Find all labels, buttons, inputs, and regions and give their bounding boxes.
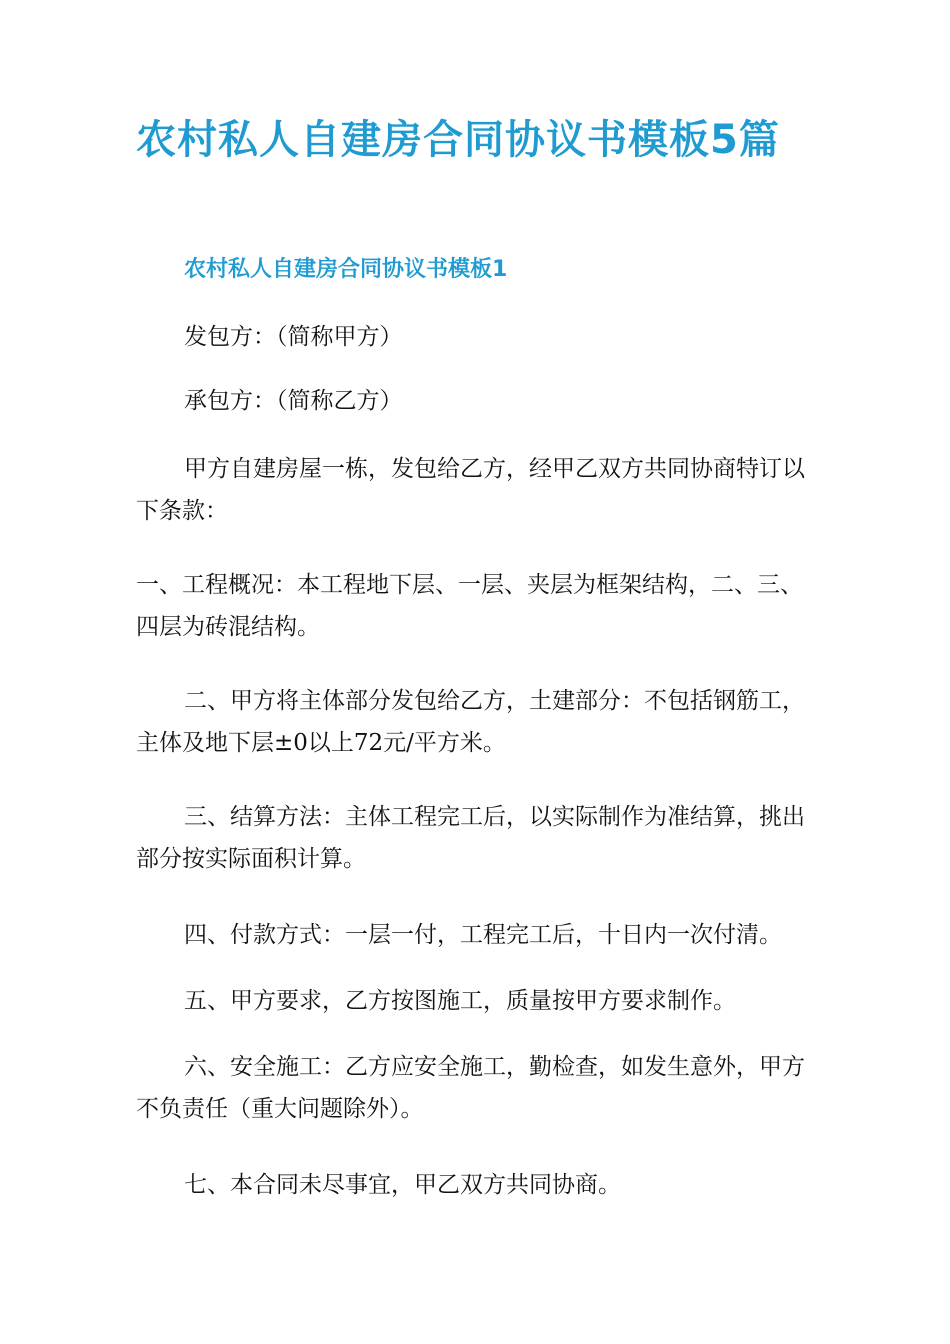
paragraph-line: 七、本合同未尽事宜，甲乙双方共同协商。 [184, 1172, 621, 1198]
party-a-line [136, 316, 884, 358]
paragraph-line: 下条款： [136, 498, 228, 524]
paragraph-line: 三、结算方法：主体工程完工后，以实际制作为准结算，挑出 [184, 804, 805, 830]
paragraph-line: 四层为砖混结构。 [136, 614, 320, 640]
paragraph-line: 承包方：（简称乙方） [184, 388, 403, 414]
paragraph-line: 甲方自建房屋一栋，发包给乙方，经甲乙双方共同协商特订以 [184, 456, 805, 482]
paragraph-line: 二、甲方将主体部分发包给乙方，土建部分：不包括钢筋工， [184, 688, 805, 714]
section-heading: 农村私人自建房合同协议书模板1 [184, 257, 508, 282]
party-b-line [136, 380, 884, 422]
paragraph-line: 不负责任（重大问题除外）。 [136, 1096, 424, 1122]
clause-5 [136, 980, 884, 1022]
clause-7 [136, 1164, 884, 1206]
paragraph-line: 主体及地下层±0以上72元/平方米。 [136, 730, 506, 756]
clause-2 [136, 680, 836, 764]
intro-paragraph [136, 448, 836, 532]
paragraph-line: 四、付款方式：一层一付，工程完工后，十日内一次付清。 [184, 922, 782, 948]
clause-4 [136, 914, 884, 956]
page-title: 农村私人自建房合同协议书模板5篇 [136, 117, 780, 163]
paragraph-line: 五、甲方要求，乙方按图施工，质量按甲方要求制作。 [184, 988, 736, 1014]
paragraph-line: 六、安全施工：乙方应安全施工，勤检查，如发生意外，甲方 [184, 1054, 805, 1080]
clause-6 [136, 1046, 836, 1130]
clause-3 [136, 796, 836, 880]
paragraph-line: 部分按实际面积计算。 [136, 846, 366, 872]
paragraph-line: 发包方：（简称甲方） [184, 324, 403, 350]
clause-1 [136, 564, 836, 648]
paragraph-line: 一、工程概况：本工程地下层、一层、夹层为框架结构，二、三、 [136, 572, 803, 598]
